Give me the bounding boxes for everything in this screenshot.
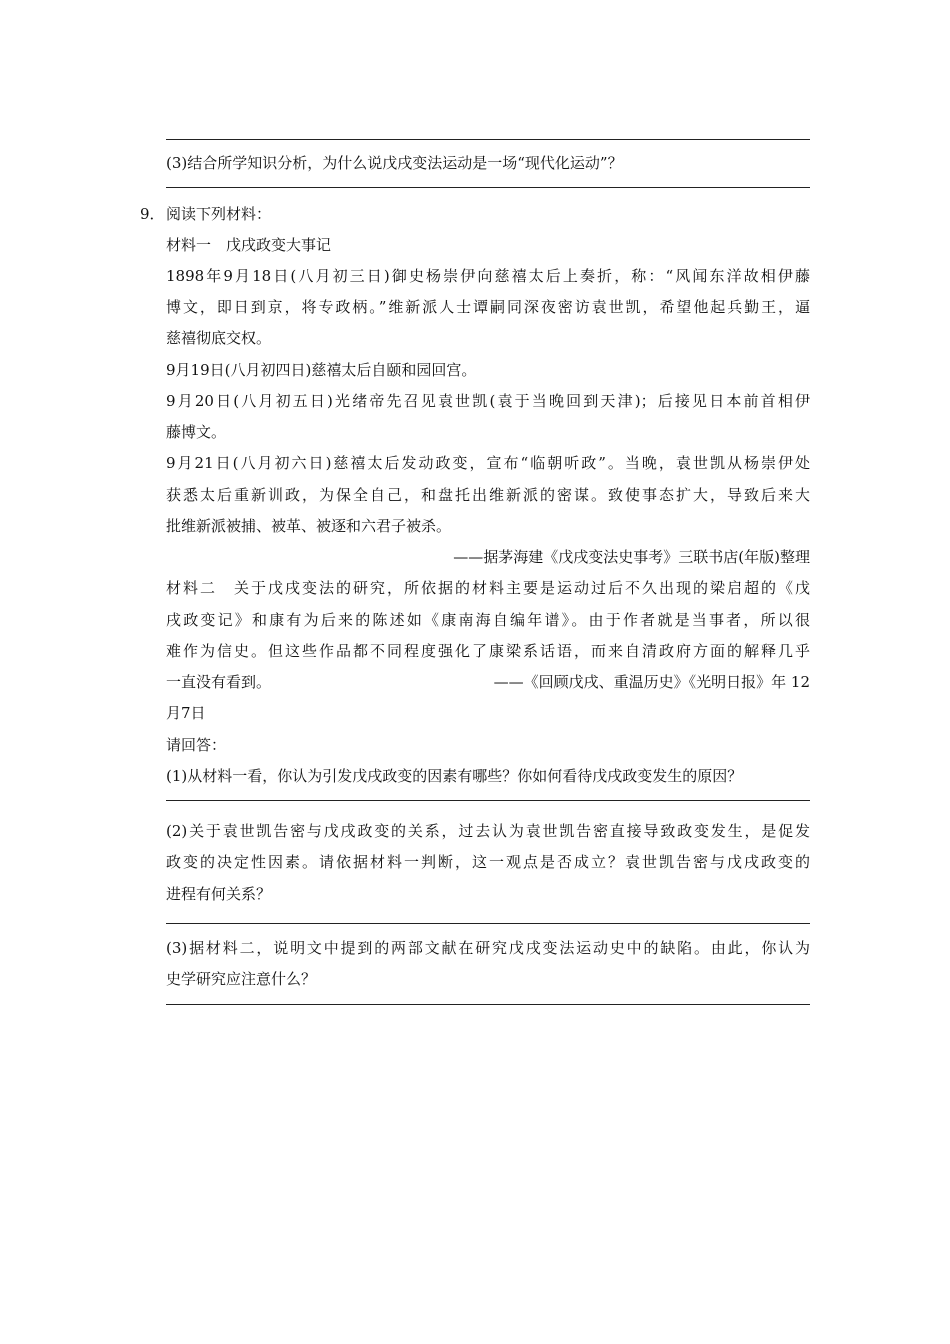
m2-line: 一直没有看到。 [166,673,272,691]
q9-sub1: (1)从材料一看，你认为引发戊戌政变的因素有哪些？你如何看待戊戌政变发生的原因？ [166,767,743,785]
m1-line: 9月21日(八月初六日)慈禧太后发动政变，宣布“临朝听政”。当晚，袁世凯从杨崇伊处 [166,454,810,472]
m1-line: 获悉太后重新训政，为保全自己，和盘托出维新派的密谋。致使事态扩大，导致后来大 [166,486,810,504]
answer-line [166,187,810,188]
m2-line: 材料二 关于戊戌变法的研究，所依据的材料主要是运动过后不久出现的梁启超的《戊 [166,579,810,597]
answer-line [166,923,810,924]
please-answer: 请回答： [166,736,227,754]
q9-sub2-line: 政变的决定性因素。请依据材料一判断，这一观点是否成立？袁世凯告密与戊戌政变的 [166,853,810,871]
m1-line: 9月20日(八月初五日)光绪帝先召见袁世凯(袁于当晚回到天津)；后接见日本前首相伊 [166,392,810,410]
material1-title: 材料一 戊戌政变大事记 [166,236,332,254]
m2-line: 难作为信史。但这些作品都不同程度强化了康梁系话语，而来自清政府方面的解释几乎 [166,642,810,660]
q9-number: 9． [140,205,165,223]
m1-line: 藤博文。 [166,423,227,441]
m2-source: ——《回顾戊戌、重温历史》《光明日报》年 12 [493,673,810,691]
m2-line: 戌政变记》和康有为后来的陈述如《康南海自编年谱》。由于作者就是当事者，所以很 [166,611,810,629]
q9-sub3-line: (3)据材料二，说明文中提到的两部文献在研究戊戌变法运动史中的缺陷。由此，你认为 [166,939,810,957]
answer-line [166,139,810,140]
m1-line: 慈禧彻底交权。 [166,329,272,347]
m1-line: 1898年9月18日(八月初三日)御史杨崇伊向慈禧太后上奏折，称：“风闻东洋故相伊藤 [166,267,810,285]
q9-intro: 阅读下列材料： [166,205,272,223]
m1-line: 博文，即日到京，将专政柄。”维新派人士谭嗣同深夜密访袁世凯，希望他起兵勤王，逼 [166,298,810,316]
m1-source: ——据茅海建《戊戌变法史事考》三联书店(年版)整理 [453,548,810,566]
q9-sub2-line: (2)关于袁世凯告密与戊戌政变的关系，过去认为袁世凯告密直接导致政变发生，是促发 [166,822,810,840]
answer-line [166,800,810,801]
answer-line [166,1004,810,1005]
q8-sub3: (3)结合所学知识分析，为什么说戊戌变法运动是一场“现代化运动”？ [166,154,623,172]
q9-sub2-line: 进程有何关系？ [166,885,272,903]
q9-sub3-line: 史学研究应注意什么？ [166,970,317,988]
m2-date: 月7日 [166,704,206,722]
m1-line: 批维新派被捕、被革、被逐和六君子被杀。 [166,517,452,535]
m1-line: 9月19日(八月初四日)慈禧太后自颐和园回宫。 [166,361,477,379]
